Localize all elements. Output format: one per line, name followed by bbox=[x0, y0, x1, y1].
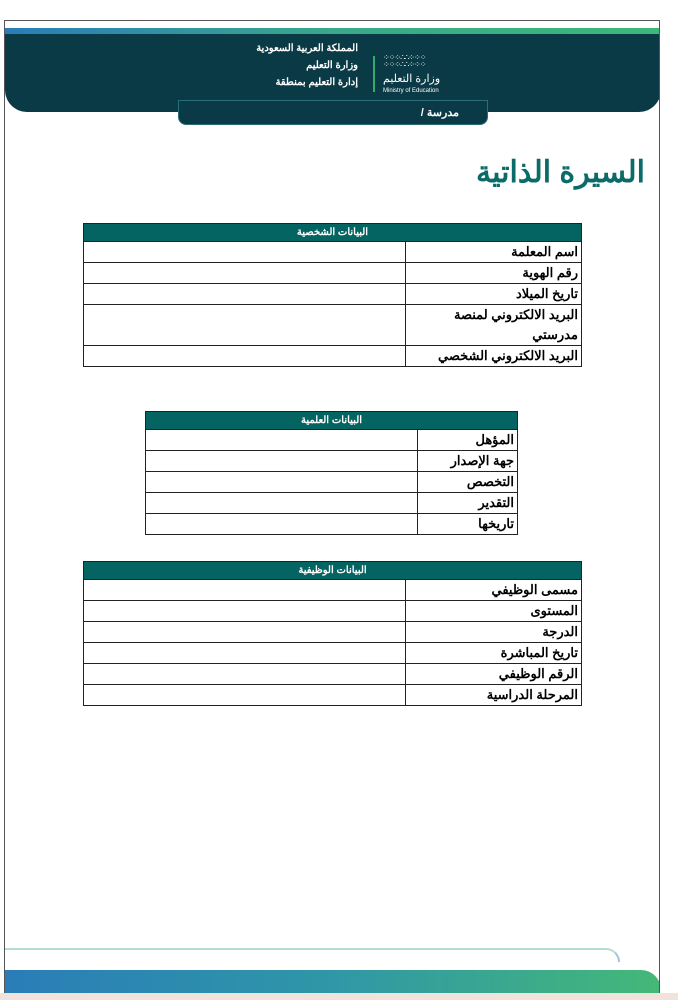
personal-data-table bbox=[83, 223, 582, 367]
table-heading: البيانات العلمية bbox=[146, 412, 518, 430]
field-label: البريد الالكتروني لمنصة مدرستي bbox=[406, 305, 582, 346]
field-value[interactable] bbox=[84, 346, 406, 367]
field-value[interactable] bbox=[146, 472, 418, 493]
field-value[interactable] bbox=[146, 451, 418, 472]
field-value[interactable] bbox=[84, 242, 406, 263]
field-value[interactable] bbox=[146, 493, 418, 514]
table-heading: البيانات الشخصية bbox=[84, 224, 582, 242]
logo-english: Ministry of Education bbox=[383, 88, 439, 94]
field-label: الرقم الوظيفي bbox=[406, 664, 582, 685]
document-page bbox=[4, 20, 660, 995]
table-heading: البيانات الوظيفية bbox=[84, 562, 582, 580]
field-label: تاريخها bbox=[418, 514, 518, 535]
field-label: جهة الإصدار bbox=[418, 451, 518, 472]
field-value[interactable] bbox=[84, 601, 406, 622]
field-label: المستوى bbox=[406, 601, 582, 622]
field-label: تاريخ المباشرة bbox=[406, 643, 582, 664]
field-value[interactable] bbox=[146, 514, 418, 535]
field-value[interactable] bbox=[146, 430, 418, 451]
footer-band bbox=[5, 970, 660, 995]
field-label: المؤهل bbox=[418, 430, 518, 451]
field-value[interactable] bbox=[84, 263, 406, 284]
field-label: مسمى الوظيفي bbox=[406, 580, 582, 601]
field-value[interactable] bbox=[84, 664, 406, 685]
field-label: تاريخ الميلاد bbox=[406, 284, 582, 305]
logo-dots-icon: ⁘⁘⁘∴∴⁘⁘⁘ ⁘⁘⁘∴∴⁘⁘⁘ bbox=[383, 53, 426, 69]
kingdom-line: المملكة العربية السعودية bbox=[256, 43, 358, 54]
ministry-line: وزارة التعليم bbox=[306, 60, 358, 71]
job-data-table bbox=[83, 561, 582, 706]
directorate-line: إدارة التعليم بمنطقة bbox=[275, 77, 358, 88]
logo-arabic: وزارة التعليم bbox=[383, 73, 441, 85]
field-label: المرحلة الدراسية bbox=[406, 685, 582, 706]
field-value[interactable] bbox=[84, 643, 406, 664]
footer-line bbox=[5, 948, 620, 962]
ministry-logo bbox=[373, 50, 463, 106]
field-value[interactable] bbox=[84, 580, 406, 601]
page-title: السيرة الذاتية bbox=[476, 156, 645, 189]
school-label: مدرسة / bbox=[178, 100, 488, 125]
field-label: البريد الالكتروني الشخصي bbox=[406, 346, 582, 367]
field-label: التخصص bbox=[418, 472, 518, 493]
field-value[interactable] bbox=[84, 284, 406, 305]
logo-divider bbox=[373, 56, 375, 92]
viewer-bottom-edge bbox=[0, 993, 678, 1000]
field-label: التقدير bbox=[418, 493, 518, 514]
field-value[interactable] bbox=[84, 305, 406, 346]
field-label: الدرجة bbox=[406, 622, 582, 643]
field-value[interactable] bbox=[84, 622, 406, 643]
field-label: رقم الهوية bbox=[406, 263, 582, 284]
field-label: اسم المعلمة bbox=[406, 242, 582, 263]
academic-data-table bbox=[145, 411, 518, 535]
field-value[interactable] bbox=[84, 685, 406, 706]
letterhead-text bbox=[256, 40, 358, 91]
